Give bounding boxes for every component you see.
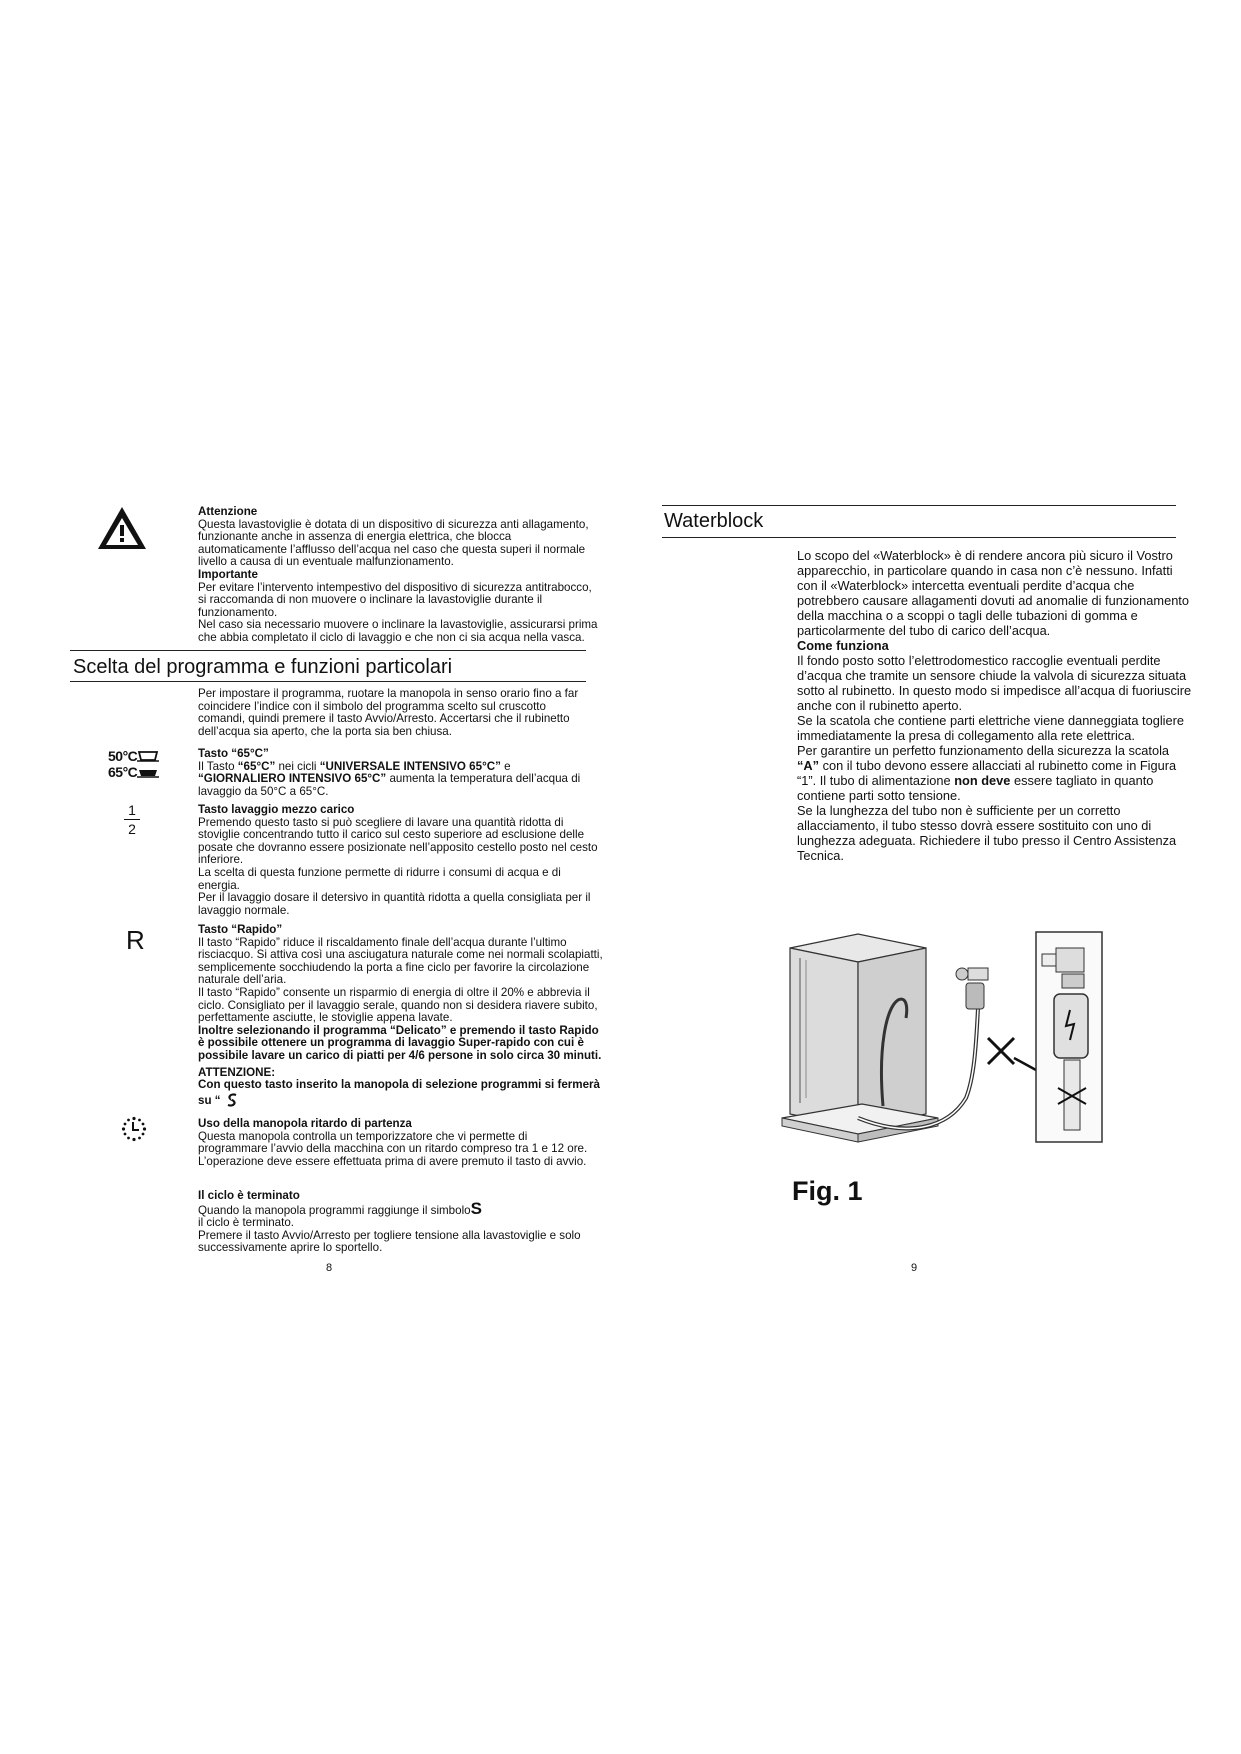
attention-text: Con questo tasto inserito la manopola di selezione programmi si fermerà su “: [198, 1078, 601, 1107]
tasto-65-text: Il Tasto “65°C” nei cicli “UNIVERSALE INTENSIVO 65°C” e “GIORNALIERO INTENSIVO 65°C” aumenta la temperatura dell’acqua di lavaggio da 50°C a 65°C.: [198, 759, 581, 798]
how-title: Come funziona: [797, 638, 889, 653]
fine-line: Quando la manopola programmi raggiunge il simboloS: [198, 1198, 482, 1218]
tasto-65-title: Tasto “65°C”: [198, 747, 269, 760]
ritardo-text: Questa manopola controlla un temporizzatore che vi permette di programmare l’avvio della macchina con un ritardo compreso tra 1 e 12 ore. L’operazione deve essere effettuata prima di avere premuto il tasto di avvio.: [198, 1129, 588, 1168]
rapido-title: Tasto “Rapido”: [198, 923, 283, 936]
mezzo-carico-title: Tasto lavaggio mezzo carico: [198, 803, 355, 816]
attention-title: ATTENZIONE:: [198, 1065, 276, 1079]
rapido-text-2: Il tasto “Rapido” consente un risparmio di energia di oltre il 20% e abbrevia il ciclo. Consigliato per il lavaggio serale, quando non si desidera riavere subito, perfettamente asciutte, le stoviglie appena lavate.: [198, 985, 598, 1025]
waterblock-p5: Se la lunghezza del tubo non è sufficiente per un corretto allacciamento, il tubo stesso dovrà essere sostituito con uno di lunghezza adeguata. Richiedere il tubo presso il Centro Assistenza Tecnica.: [797, 803, 1177, 863]
tasto-65-block: [198, 748, 593, 798]
temp-50-label: 50°C: [108, 748, 138, 764]
section-title-left: Scelta del programma e funzioni particolari: [73, 656, 453, 678]
rapid-r-icon: R: [126, 925, 145, 955]
tray-icon: [137, 766, 159, 778]
section-rule-top-left: [70, 650, 586, 651]
warning-title: Attenzione: [198, 505, 258, 518]
waterblock-p4: Per garantire un perfetto funzionamento della sicurezza la scatola “A” con il tubo devono essere allacciati al rubinetto come in Figura “1”. Il tubo di alimentazione non deve essere tagliato in quanto contiene parti sotto tensione.: [797, 743, 1177, 803]
fine-text-2: il ciclo è terminato.: [198, 1216, 295, 1230]
section-title-right: Waterblock: [664, 510, 764, 532]
half-load-icon: [124, 802, 140, 837]
end-symbol-s: S: [470, 1198, 482, 1218]
fine-block: [198, 1190, 596, 1255]
half-denominator: 2: [128, 821, 136, 837]
tray-icon: [137, 750, 159, 762]
page-number-right: 9: [911, 1262, 918, 1274]
quick-cycle-symbol-icon: [224, 1092, 240, 1108]
waterblock-p3: Se la scatola che contiene parti elettriche viene danneggiata togliere immediatamente la presa di collegamento alla rete elettrica.: [797, 713, 1185, 743]
waterblock-p1: Lo scopo del «Waterblock» è di rendere ancora più sicuro il Vostro apparecchio, in particolare quando in casa non c’è nessuno. Infatti con il «Waterblock» intercetta eventuali perdite d’acqua che potrebbero causare allagamenti dovuti ad anomalie di funzionamento della macchina o a scoppi o tagli delle tubazioni di gomma e particolarmente del tubo di carico dell’acqua.: [797, 548, 1189, 638]
important-text-2: Nel caso sia necessario muovere o inclinare la lavastoviglie, assicurarsi prima che abbia completato il ciclo di lavaggio e che non ci sia acqua nella vasca.: [198, 618, 598, 644]
warning-triangle-icon: [96, 505, 148, 551]
section-rule-bottom-right: [662, 537, 1176, 538]
important-title: Importante: [198, 567, 258, 581]
temp-65-label: 65°C: [108, 764, 138, 780]
ritardo-block: [198, 1118, 598, 1168]
rapido-text-1: Il tasto “Rapido” riduce il riscaldamento finale dell’acqua durante l’ultimo risciacquo. Si attiva così una asciugatura naturale come nei normali scolapiatti, semplicemente socchiudendo la porta a fine ciclo per favorire la circolazione naturale dell’aria.: [198, 935, 603, 987]
warning-block: [198, 506, 598, 645]
warning-text: Questa lavastoviglie è dotata di un dispositivo di sicurezza anti allagamento, funzionante anche in assenza di energia elettrica, che blocca automaticamente l’afflusso dell’acqua nel caso che questa superi il normale livello a causa di un eventuale malfunzionamento.: [198, 517, 589, 569]
mezzo-carico-text-2: La scelta di questa funzione permette di ridurre i consumi di acqua e di energia.: [198, 865, 561, 892]
rapido-block: [198, 924, 603, 1108]
figure-1-illustration: [778, 928, 1118, 1168]
mezzo-carico-text-1: Premendo questo tasto si può scegliere di lavare una quantità ridotta di stoviglie concentrando tutto il carico sul cesto superiore ad esclusione delle posate che dovranno essere posizionate nell’apposito cestello posto nel cesto inferiore.: [198, 815, 598, 867]
page-number-left: 8: [326, 1262, 333, 1274]
waterblock-text: [797, 548, 1192, 863]
mezzo-carico-text-3: Per il lavaggio dosare il detersivo in quantità ridotta a quella consigliata per il lavaggio normale.: [198, 891, 591, 917]
delay-timer-icon: [121, 1116, 147, 1147]
intro-paragraph: Per impostare il programma, ruotare la manopola in senso orario fino a far coincidere l’indice con il simbolo del programma scelto sul cruscotto comandi, quindi premere il tasto Avvio/Arresto. Accertarsi che il rubinetto dell’acqua sia aperto, che la porta sia ben chiusa.: [198, 687, 579, 738]
rapido-text-3: Inoltre selezionando il programma “Delicato” e premendo il tasto Rapido è possibile ottenere un programma di lavaggio Super-rapido con cui è possibile lavare un carico di piatti per 4/6 persone in solo circa 30 minuti.: [198, 1023, 602, 1062]
waterblock-p2: Il fondo posto sotto l’elettrodomestico raccoglie eventuali perdite d’acqua che tramite un sensore chiude la valvola di sicurezza situata sotto al rubinetto. In questo modo si impedisce all’acqua di fuoriuscire anche con il rubinetto aperto.: [797, 653, 1192, 713]
section-rule-top-right: [662, 505, 1176, 506]
figure-caption: Fig. 1: [792, 1176, 863, 1206]
temperature-65-icon: [108, 748, 170, 780]
ritardo-title: Uso della manopola ritardo di partenza: [198, 1117, 412, 1130]
section-rule-bottom-left: [70, 681, 586, 682]
fine-text-3: Premere il tasto Avvio/Arresto per togliere tensione alla lavastoviglie e solo successivamente aprire lo sportello.: [198, 1228, 581, 1255]
mezzo-carico-block: [198, 804, 598, 917]
half-numerator: 1: [128, 802, 136, 818]
important-text-1: Per evitare l’intervento intempestivo del dispositivo di sicurezza antitrabocco, si raccomanda di non muovere o inclinare la lavastoviglie durante il funzionamento.: [198, 580, 592, 619]
fine-title: Il ciclo è terminato: [198, 1189, 300, 1202]
